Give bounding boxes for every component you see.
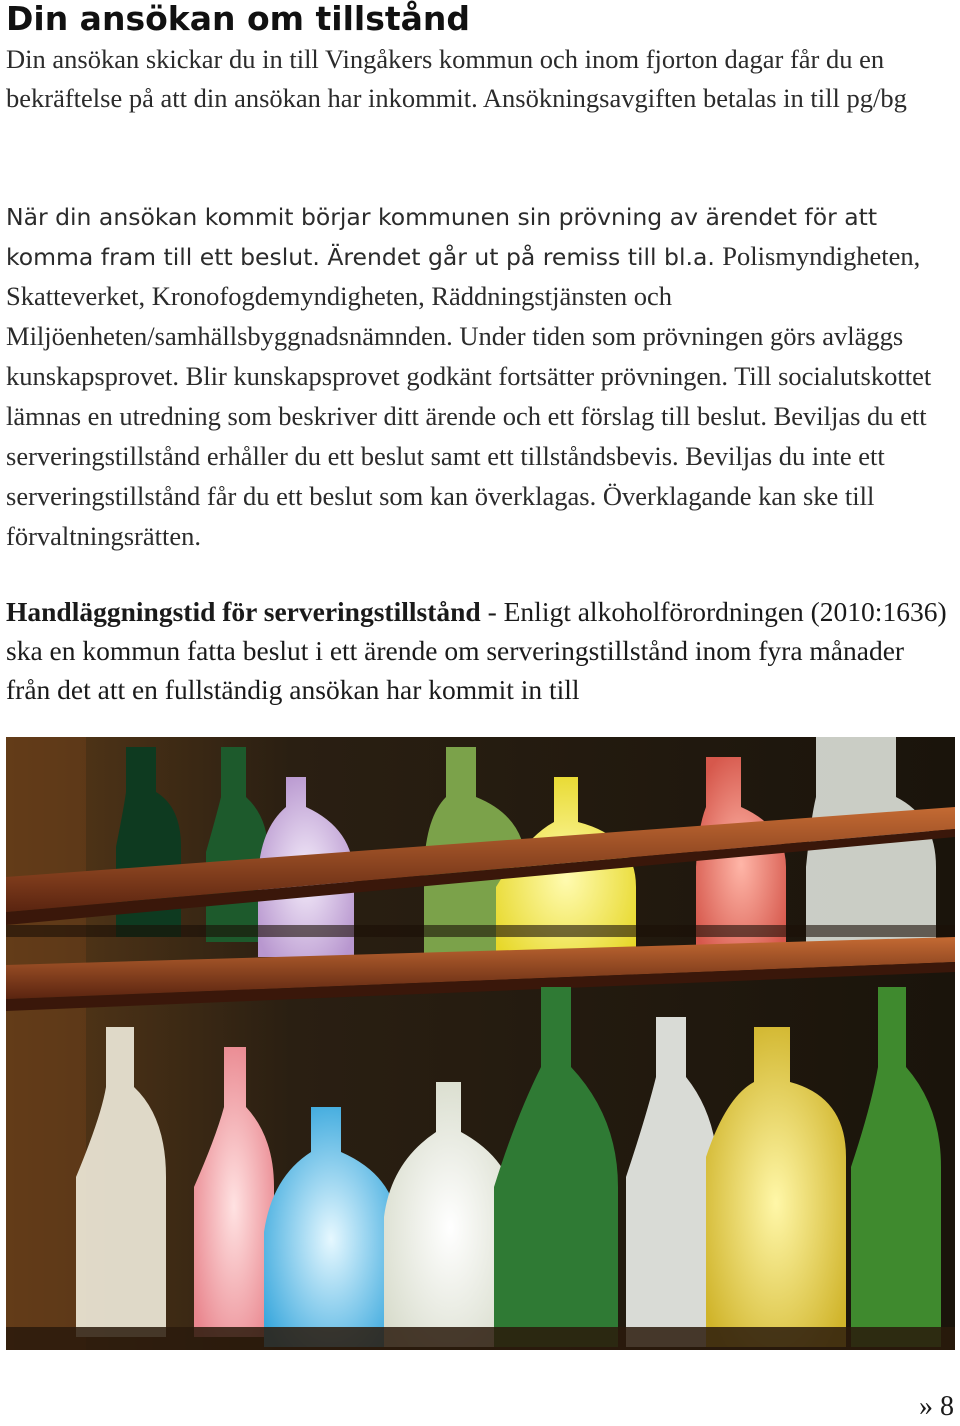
page-footer <box>919 1390 954 1424</box>
handling-time-text: Enligt alkoholförordningen (2010:1636) ska en kommun fatta beslut i ett ärende om serveringstillstånd inom fyra månader från det att en fullständig ansökan har kommit in till <box>6 596 947 705</box>
process-paragraph <box>6 198 954 557</box>
shelf-shadow <box>6 925 955 937</box>
handling-time-heading: Handläggningstid för serveringstillstånd <box>6 596 481 627</box>
handling-time-paragraph <box>6 592 954 709</box>
page-marker: » <box>919 1391 940 1422</box>
bottles-photo <box>6 737 955 1350</box>
process-text-sans: När din ansökan kommit börjar kommunen sin prövning av ärendet för att komma fram till ett beslut. Ärendet går ut på remiss till bl.a. <box>6 203 878 271</box>
bottles-illustration <box>6 737 955 1350</box>
process-text-serif: Polismyndigheten, Skatteverket, Kronofogdemyndigheten, Räddningstjänsten och Miljöenheten/samhällsbyggnadsnämnden. Under tiden som prövningen görs avläggs kunskapsprovet. Blir kunskapsprovet godkänt fortsätter prövningen. Till socialutskottet lämnas en utredning som beskriver ditt ärende och ett förslag till beslut. Beviljas du ett serveringstillstånd erhåller du ett beslut samt ett tillståndsbevis. Beviljas du inte ett serveringstillstånd får du ett beslut som kan överklagas. Överklagande kan ske till förvaltningsrätten. <box>6 241 932 551</box>
left-wall <box>6 737 86 1350</box>
handling-separator: - <box>480 596 504 627</box>
page-title: Din ansökan om tillstånd <box>6 0 471 38</box>
bottom-shelf <box>6 1327 955 1350</box>
intro-paragraph: Din ansökan skickar du in till Vingåkers kommun och inom fjorton dagar får du en bekräftelse på att din ansökan har inkommit. Ansökningsavgiften betalas in till pg/bg <box>6 44 907 113</box>
page-number: 8 <box>940 1391 954 1422</box>
